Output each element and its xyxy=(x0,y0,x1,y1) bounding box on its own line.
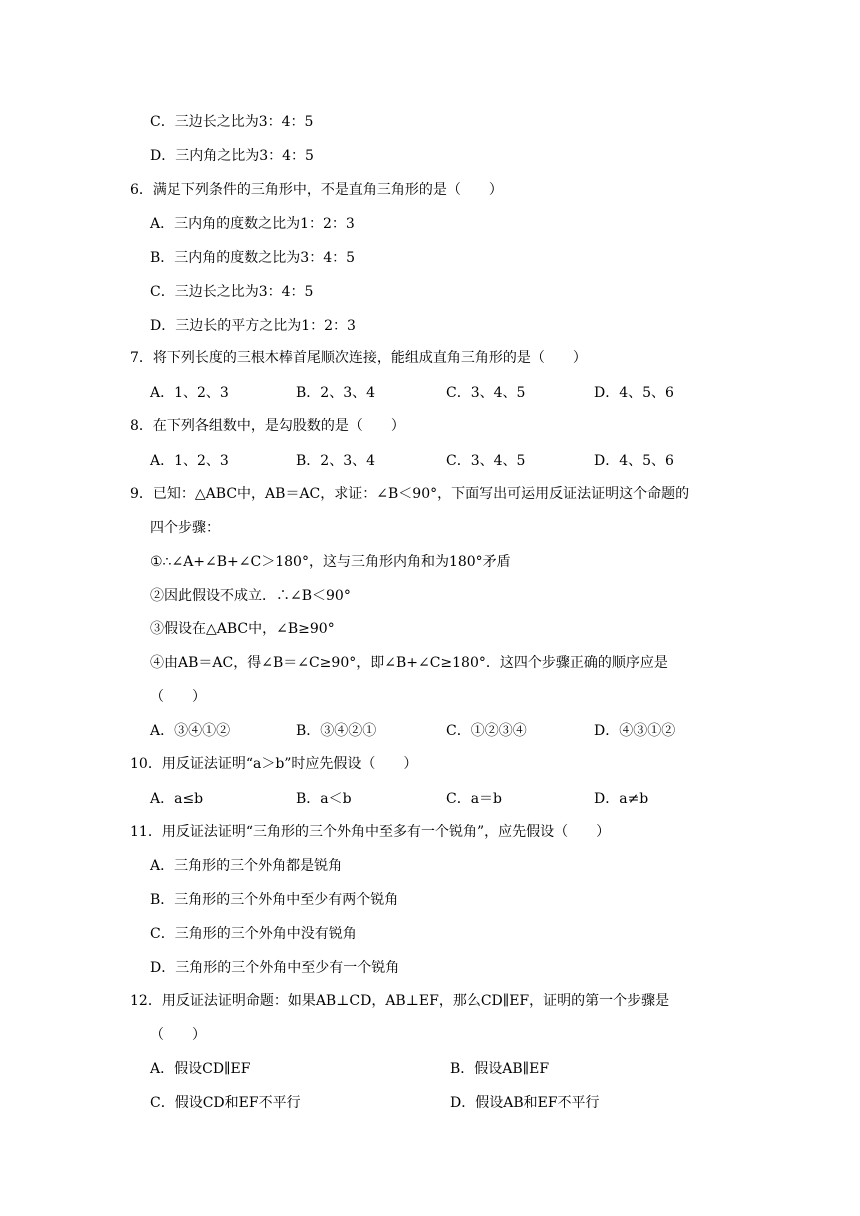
option-9b: B．③④②① xyxy=(296,723,377,739)
option-12c: C．假设CD和EF不平行 xyxy=(150,1095,301,1111)
option-11c: C．三角形的三个外角中没有锐角 xyxy=(150,926,357,942)
option-8a: A．1、2、3 xyxy=(150,453,229,469)
question-11: 11．用反证法证明“三角形的三个外角中至多有一个锐角”，应先假设（ ） xyxy=(130,824,611,840)
question-9-cont: 四个步骤： xyxy=(150,520,220,536)
option-8c: C．3、4、5 xyxy=(446,453,526,469)
option-6a: A．三内角的度数之比为1：2：3 xyxy=(150,216,355,232)
option-9a: A．③④①② xyxy=(150,723,231,739)
answer-paren-12: （ ） xyxy=(150,1027,206,1043)
option-11d: D．三角形的三个外角中至少有一个锐角 xyxy=(150,960,400,976)
question-6: 6．满足下列条件的三角形中，不是直角三角形的是（ ） xyxy=(130,182,503,198)
step-2: ②因此假设不成立．∴∠B＜90° xyxy=(150,588,351,604)
step-4: ④由AB＝AC，得∠B＝∠C≥90°，即∠B+∠C≥180°．这四个步骤正确的顺序应是 xyxy=(150,655,668,671)
option-8d: D．4、5、6 xyxy=(594,453,674,469)
line-q5-d: D．三内角之比为3：4：5 xyxy=(150,148,314,164)
option-6d: D．三边长的平方之比为1：2：3 xyxy=(150,318,356,334)
option-12b: B．假设AB∥EF xyxy=(450,1061,550,1077)
option-8b: B．2、3、4 xyxy=(296,453,376,469)
question-9: 9．已知：△ABC中，AB＝AC，求证：∠B＜90°，下面写出可运用反证法证明这个命题的 xyxy=(130,486,690,502)
option-10b: B．a＜b xyxy=(296,791,352,807)
option-7b: B．2、3、4 xyxy=(296,385,376,401)
option-11a: A．三角形的三个外角都是锐角 xyxy=(150,858,343,874)
line-q5-c: C．三边长之比为3：4：5 xyxy=(150,114,314,130)
question-10: 10．用反证法证明“a＞b”时应先假设（ ） xyxy=(130,756,418,772)
option-10a: A．a≤b xyxy=(150,791,204,807)
step-3: ③假设在△ABC中，∠B≥90° xyxy=(150,621,335,637)
question-8: 8．在下列各组数中，是勾股数的是（ ） xyxy=(130,418,405,434)
question-7: 7．将下列长度的三根木棒首尾顺次连接，能组成直角三角形的是（ ） xyxy=(130,350,587,366)
option-12d: D．假设AB和EF不平行 xyxy=(450,1095,600,1111)
option-9d: D．④③①② xyxy=(594,723,676,739)
option-7c: C．3、4、5 xyxy=(446,385,526,401)
option-11b: B．三角形的三个外角中至少有两个锐角 xyxy=(150,892,399,908)
option-10d: D．a≠b xyxy=(594,791,649,807)
step-1: ①∴∠A+∠B+∠C＞180°，这与三角形内角和为180°矛盾 xyxy=(150,554,511,570)
option-9c: C．①②③④ xyxy=(446,723,527,739)
option-12a: A．假设CD∥EF xyxy=(150,1061,251,1077)
option-6b: B．三内角的度数之比为3：4：5 xyxy=(150,250,356,266)
option-7d: D．4、5、6 xyxy=(594,385,674,401)
option-10c: C．a＝b xyxy=(446,791,503,807)
option-7a: A．1、2、3 xyxy=(150,385,229,401)
answer-paren-9: （ ） xyxy=(150,689,206,705)
question-12: 12．用反证法证明命题：如果AB⊥CD，AB⊥EF，那么CD∥EF，证明的第一个步骤是 xyxy=(130,993,670,1009)
option-6c: C．三边长之比为3：4：5 xyxy=(150,284,314,300)
